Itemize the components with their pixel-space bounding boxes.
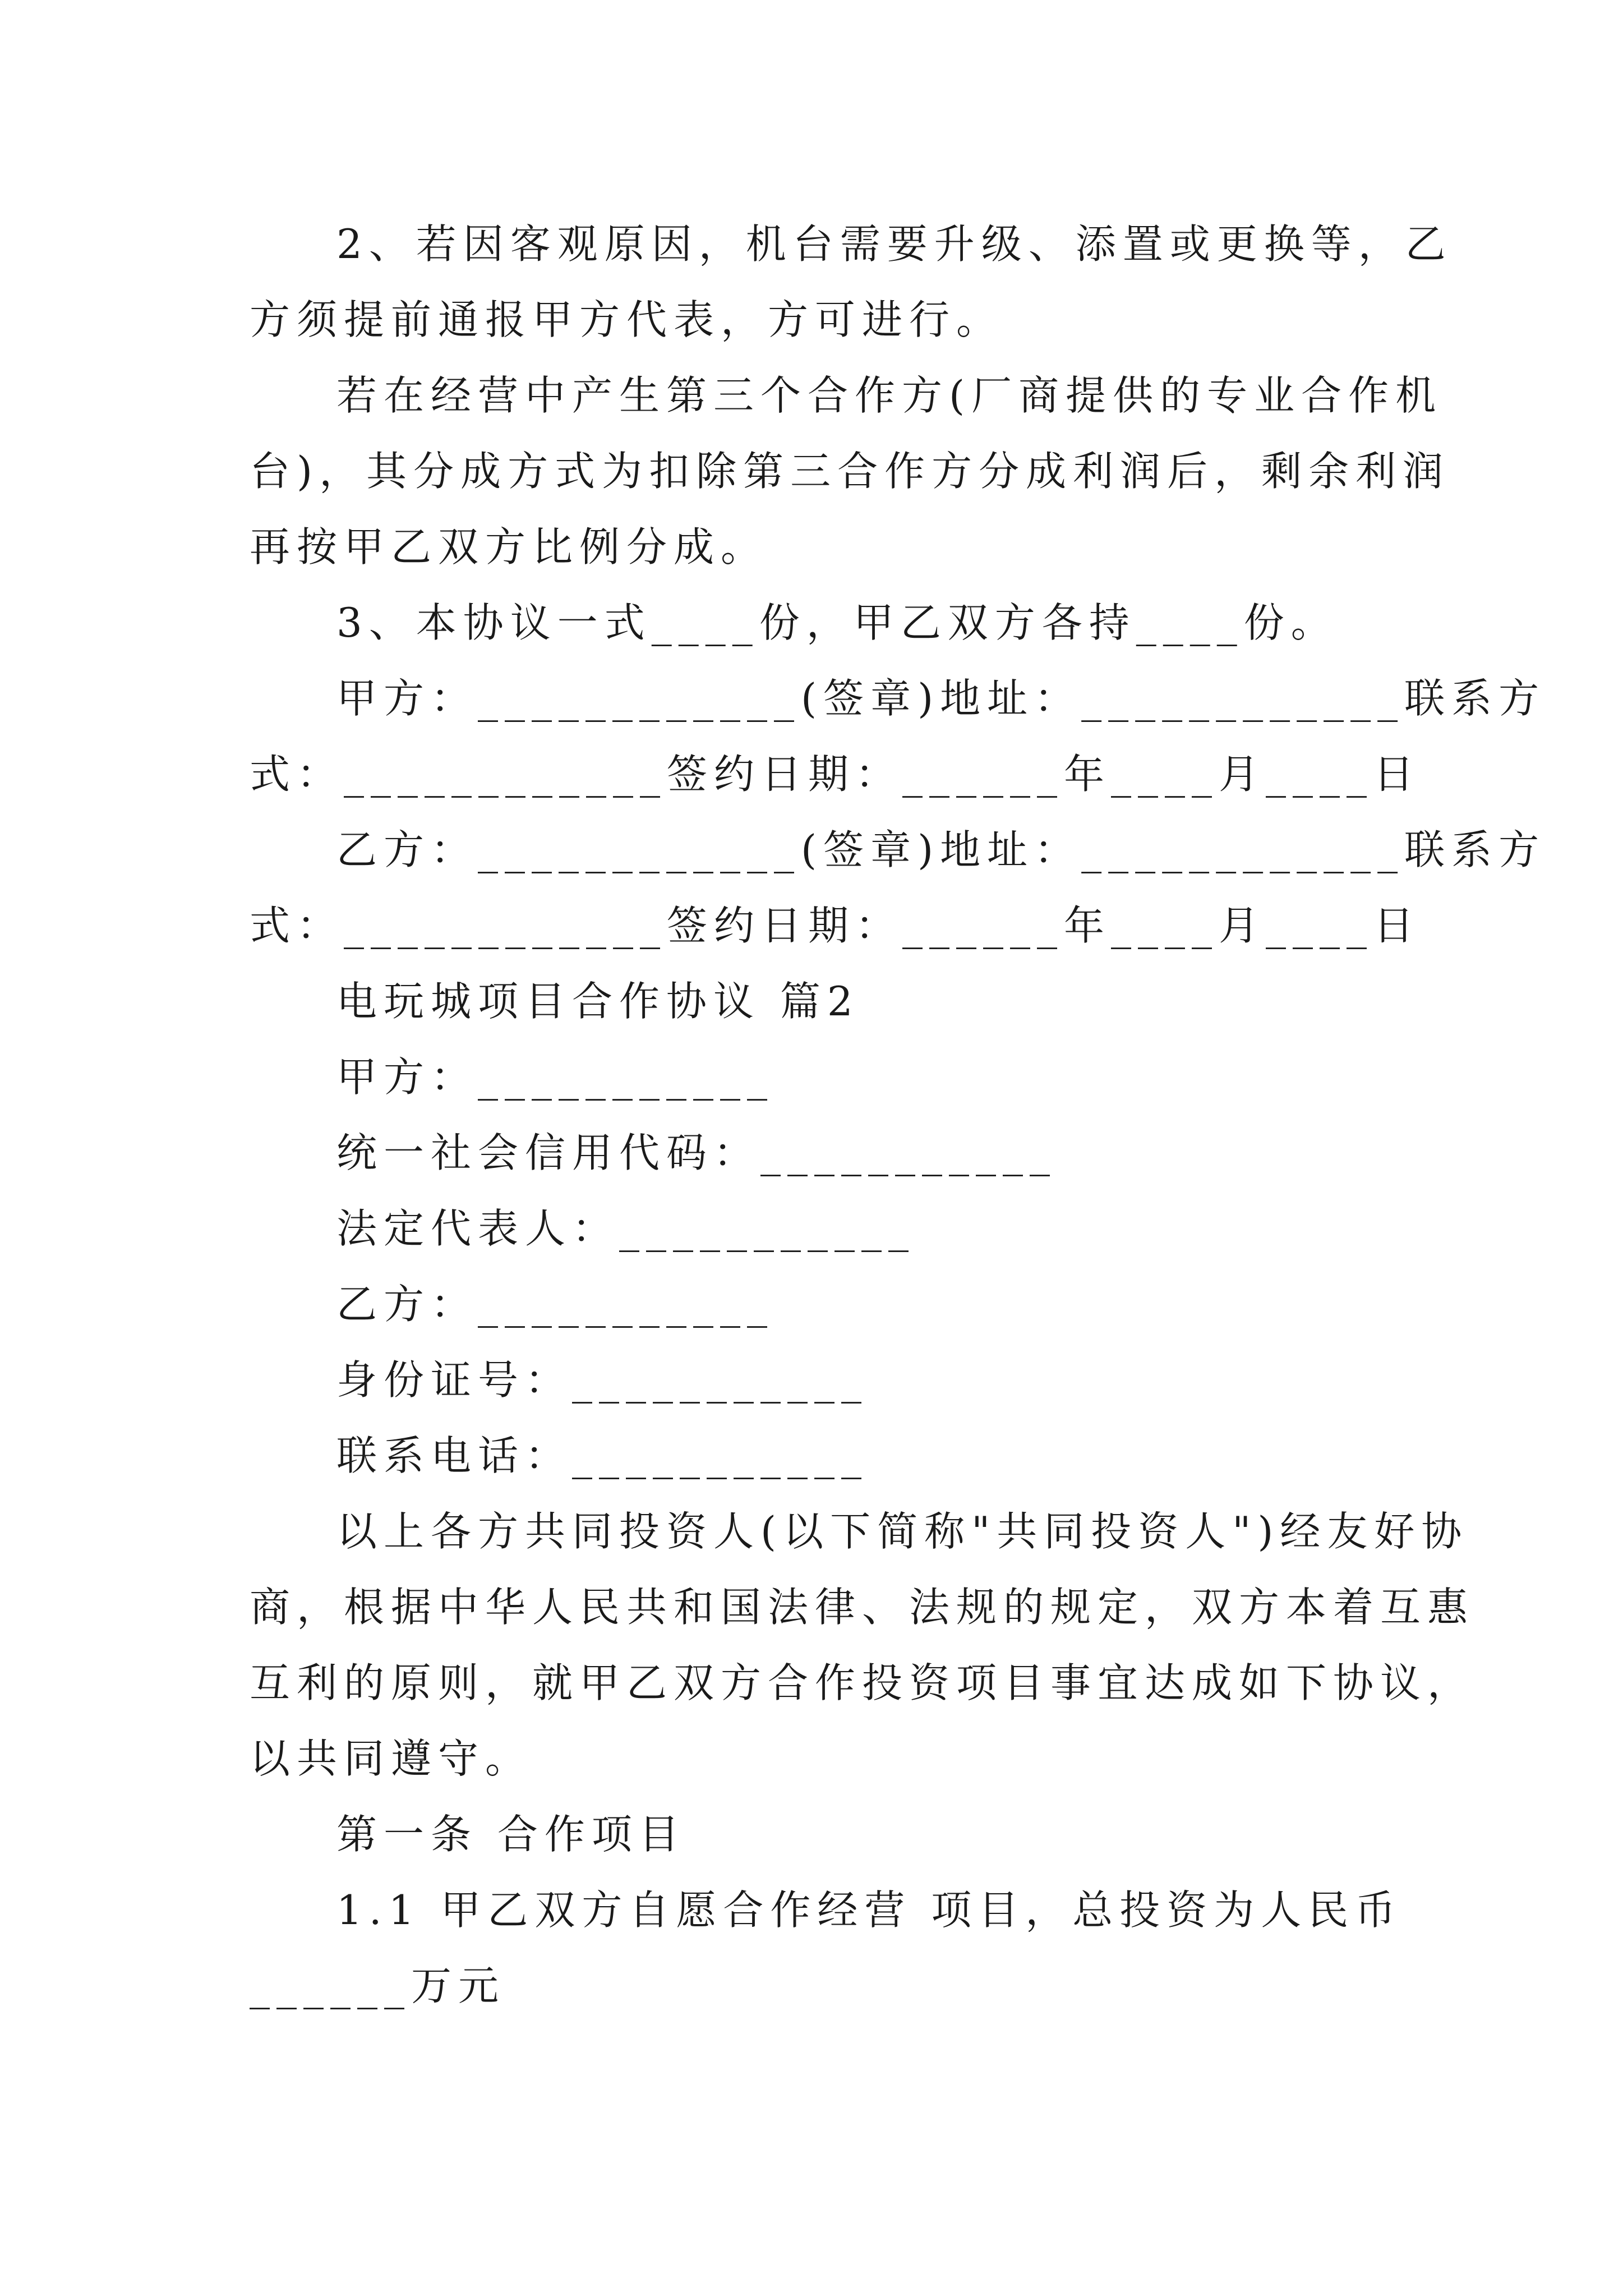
form-field-line: 身份证号：___________	[336, 1356, 869, 1404]
paragraph-line: 以共同遵守。	[250, 1735, 533, 1782]
signature-line: 式：____________签约日期：______年____月____日	[250, 751, 1421, 798]
paragraph-line: 再按甲乙双方比例分成。	[250, 523, 768, 570]
paragraph-line: 商，根据中华人民共和国法律、法规的规定，双方本着互惠	[250, 1584, 1475, 1631]
article-heading: 第一条 合作项目	[336, 1811, 686, 1858]
form-field-line: 甲方：___________	[336, 1053, 774, 1101]
paragraph-line: 3、本协议一式____份，甲乙双方各持____份。	[336, 599, 1338, 646]
form-field-line: 法定代表人：___________	[336, 1205, 916, 1252]
form-field-line: 乙方：___________	[336, 1281, 774, 1328]
paragraph-line: 方须提前通报甲方代表，方可进行。	[250, 296, 1004, 343]
paragraph-line: 2、若因客观原因，机台需要升级、添置或更换等，乙	[336, 220, 1453, 268]
section-title: 电玩城项目合作协议 篇2	[336, 978, 860, 1025]
paragraph-line: 以上各方共同投资人(以下简称"共同投资人")经友好协	[336, 1508, 1469, 1555]
paragraph-line: 台)，其分成方式为扣除第三合作方分成利润后，剩余利润	[250, 448, 1450, 495]
form-field-line: 联系电话：___________	[336, 1432, 869, 1479]
signature-line: 式：____________签约日期：______年____月____日	[250, 902, 1421, 949]
paragraph-line: 互利的原则，就甲乙双方合作投资项目事宜达成如下协议，	[250, 1659, 1475, 1706]
paragraph-line: 若在经营中产生第三个合作方(厂商提供的专业合作机	[336, 372, 1443, 419]
paragraph-line: ______万元	[250, 1962, 506, 2009]
signature-line: 乙方：____________(签章)地址：____________联系方	[336, 826, 1546, 873]
paragraph-line: 1.1 甲乙双方自愿合作经营 项目，总投资为人民币	[336, 1887, 1403, 1934]
form-field-line: 统一社会信用代码：___________	[336, 1129, 1057, 1176]
signature-line: 甲方：____________(签章)地址：____________联系方	[336, 675, 1546, 722]
